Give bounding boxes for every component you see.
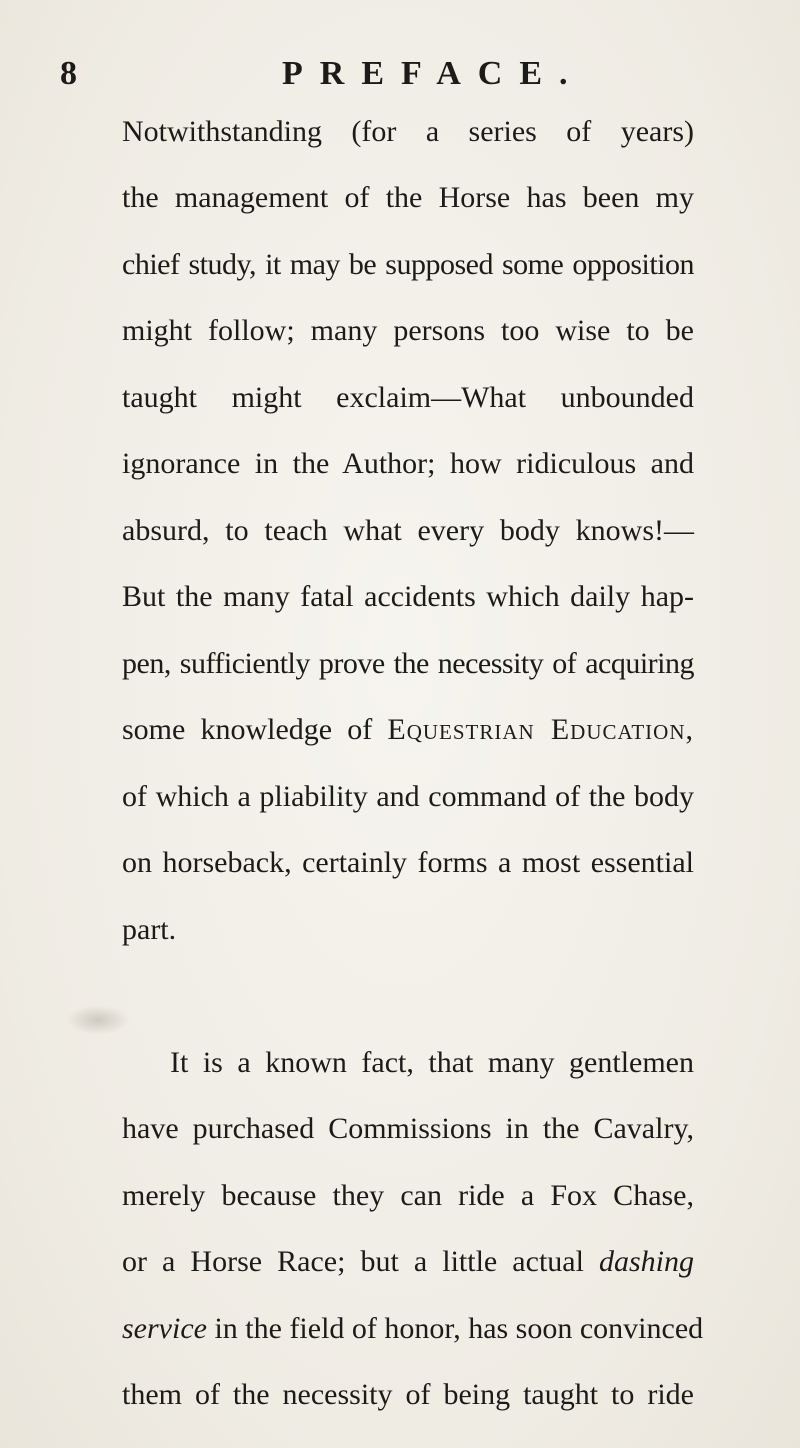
- text-line: ignorance in the Author; how ridiculous and: [122, 447, 694, 480]
- text-fragment: or a Horse Race; but a little actual: [122, 1245, 599, 1278]
- small-caps-emphasis: Equestrian Education,: [387, 713, 694, 746]
- text-line: merely because they can ride a Fox Chase,: [122, 1179, 694, 1212]
- text-line: might follow; many persons too wise to be: [122, 314, 694, 347]
- text-line: It is a known fact, that many gentlemen: [170, 1046, 694, 1079]
- text-line: But the many fatal accidents which daily hap-: [122, 580, 694, 613]
- page-header: [0, 48, 800, 98]
- text-line: [122, 1242, 694, 1282]
- text-fragment: in the field of honor, has soon convinced: [206, 1312, 704, 1345]
- text-line: on horseback, certainly forms a most essential: [122, 846, 694, 879]
- text-line: chief study, it may be supposed some opposition: [122, 248, 694, 281]
- ink-smudge: [66, 1005, 130, 1035]
- italic-emphasis: dashing: [598, 1245, 694, 1278]
- text-line: [122, 710, 694, 750]
- text-line: of which a pliability and command of the body: [122, 780, 694, 813]
- text-line: the management of the Horse has been my: [122, 181, 694, 214]
- page-number: 8: [60, 55, 77, 92]
- running-head: PREFACE.: [282, 55, 585, 92]
- text-line: [122, 1309, 704, 1349]
- text-line: have purchased Commissions in the Cavalry,: [122, 1112, 694, 1145]
- text-line: them of the necessity of being taught to ride: [122, 1378, 694, 1411]
- text-line: taught might exclaim—What unbounded: [122, 381, 694, 414]
- text-line: part.: [122, 913, 177, 946]
- text-line: Notwithstanding (for a series of years): [122, 115, 694, 148]
- text-line: pen, sufficiently prove the necessity of acquiring: [122, 647, 694, 680]
- text-fragment: some knowledge of: [122, 713, 388, 746]
- text-line: absurd, to teach what every body knows!—: [122, 514, 694, 547]
- italic-emphasis: service: [122, 1312, 207, 1345]
